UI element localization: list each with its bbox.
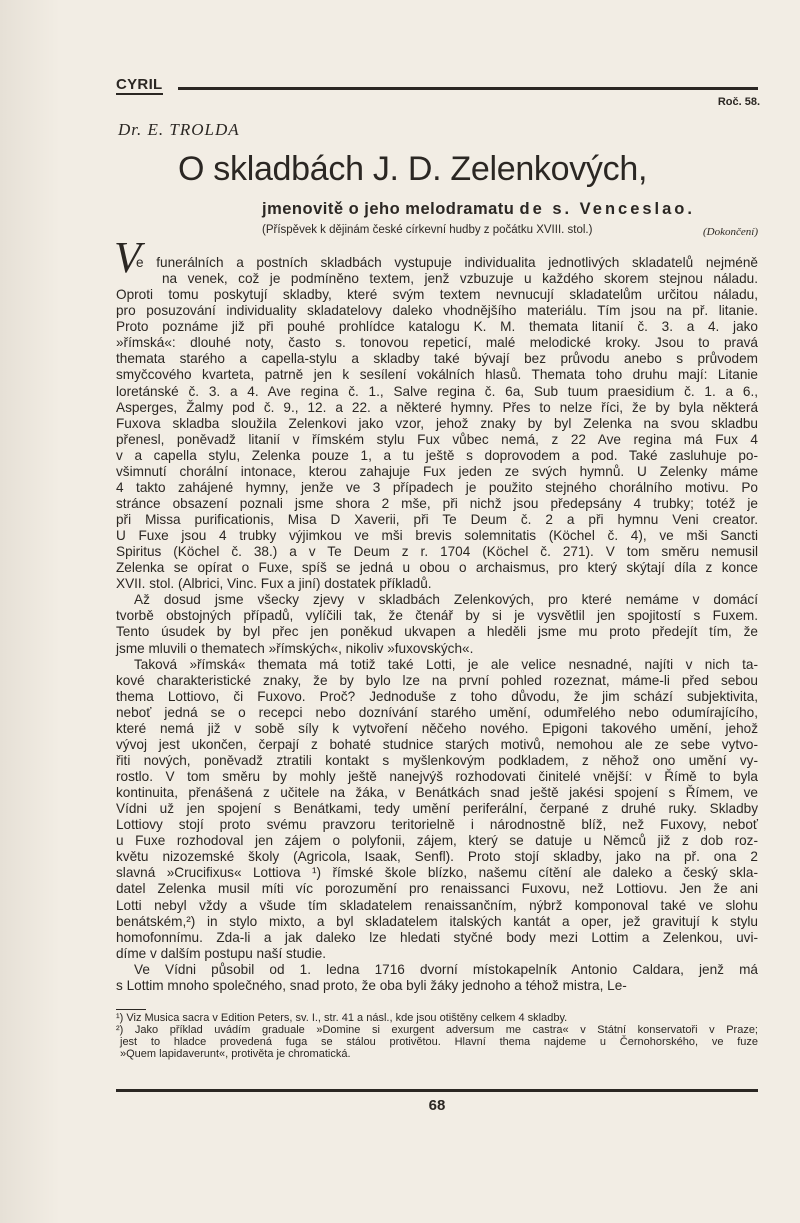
- text-line: tvorbě obstojných případů, vylíčili tak, že čtenář by si je vysvětlil jen spojitostí s Fuxem.: [116, 608, 758, 624]
- footnote-line: ¹) Viz Musica sacra v Edition Peters, sv. I., str. 41 a násl., kde jsou otištěny celkem 4 skladby.: [116, 1012, 568, 1024]
- text-line: themata starého a capella-stylu a skladby také bývají bez průvodu anebo s průvodem: [116, 351, 758, 367]
- text-line: rostlo. V tom směru by mohly ještě nanejvýš rozhodovati činitelé vnější: v Římě to byla: [116, 769, 758, 784]
- subtitle-work: de s. Venceslao.: [519, 200, 695, 218]
- text-line: pro posuzování individuality skladatelovy daleko vhodnějšího materiálu. Tím jsou na př. litanie.: [116, 303, 758, 319]
- journal-name: CYRIL: [116, 76, 163, 93]
- text-line: neboť jedná se o recepci nebo doznívání starého umění, odumřelého nebo odumírajícího,: [116, 704, 758, 720]
- text-line: e funerálních a postních skladbách vystupuje individualita jednotlivých skladatelů nejméně: [136, 255, 758, 270]
- page-number: 68: [428, 1097, 446, 1114]
- text-line: vývoj jest ukončen, čerpají z bohaté studnice starých motivů, nemohou ale ze sebe vytvo-: [116, 736, 758, 752]
- text-line: u Fuxe rozhodoval jen zájem o polyfonii, zájem, který se datuje u Němců již z dob roz-: [116, 833, 758, 849]
- text-line: XVII. stol. (Albrici, Vinc. Fux a jiní) dostatek příkladů.: [116, 576, 432, 592]
- text-line: kové charakteristické znaky, že by bylo lze na první pohled rozeznat, máme-li před sebou: [116, 672, 758, 688]
- text-line: 4 takto zahájené hymny, jenže ve 3 případech je použito stejného chorálního motivu. Po: [116, 479, 758, 495]
- text-line: Fuxova skladba sloužila Zelenkovi jako vzor, jehož znaky by byl Zelenka na svou skladbu: [116, 415, 758, 431]
- text-line: Oproti tomu poskytují skladby, které svým textem nevnucují skladatelům určitou náladu,: [116, 287, 758, 303]
- text-line: smyčcového kvarteta, patrně jen k sesílení vokálních hlasů. Themata toho druhu mají: Litanie: [116, 367, 758, 383]
- text-line: kontinuita, přenášená z učitele na žáka, v Benátkách snad ještě jakési spojení s Římem, ve: [116, 785, 758, 801]
- text-line: přenesl, poněvadž litanií v římském stylu Fux vůbec nemá, z 22 Ave regina má Fux 4: [116, 431, 758, 447]
- text-line: »římská«: dlouhé noty, často s. tonovou repeticí, malé melodické kroky. Jsou to pravá: [116, 335, 758, 351]
- footnote-rule: [116, 1009, 146, 1010]
- footnotes: [116, 1012, 758, 1060]
- volume-number: Roč. 58.: [717, 96, 760, 108]
- text-line: Tento úsudek by byl přec jen poněkud ukvapen a hleděli jsme mu proto předejít tím, že: [116, 624, 758, 640]
- text-line: květu nizozemské školy (Agricola, Isaak, Senfl). Proto stojí skladby, jako na př. ona 2: [116, 849, 758, 865]
- header-rule: [178, 87, 758, 90]
- footer-rule: [116, 1089, 758, 1092]
- text-line: U Fuxe jsou 4 trubky výjimkou ve mši brevis solemnitatis (Köchel č. 4), ve mši Sancti: [116, 528, 758, 544]
- text-line: homofonnímu. Zda-li a jak daleko lze hledati styčné body mezi Lottim a Zelenkou, uvi-: [116, 929, 758, 945]
- text-line: Taková »římská« themata má totiž také Lotti, je ale velice nesnadné, najíti v nich ta-: [134, 656, 758, 672]
- author: Dr. E. TROLDA: [118, 120, 240, 139]
- subtitle-part: jmenovitě o jeho melodramatu: [262, 200, 515, 218]
- text-line: díme v dalším postupu naší studie.: [116, 945, 327, 961]
- footnote-line: jest to hladce provedená fuga se stálou protivětou. Hlavní thema najdeme u Černohorského, ve fuze: [120, 1036, 758, 1048]
- article-subtitle: [262, 200, 695, 219]
- text-line: loretánské č. 3. a 4. Ave regina č. 1., Salve regina č. 6a, Sub tuum praesidium č. 1. a 6.,: [116, 383, 758, 399]
- continuation-label: (Dokončení): [703, 226, 758, 238]
- footnote-line: ²) Jako příklad uvádím graduale »Domine si exurgent adversum me castra« v Státní konservatoři v Praze;: [116, 1024, 758, 1036]
- text-line: Lottiovy stojí proto svému pravzoru teritorielně i národnostně blíž, než Fuxovy, neboť: [116, 817, 758, 833]
- drop-cap: V: [114, 233, 141, 282]
- footnote-line: »Quem lapidaverunt«, protivěta je chromatická.: [120, 1048, 351, 1060]
- text-line: při Missa purificationis, Misa D Xaverii, při Te Deum č. 2 a při hymnu Veni creator.: [116, 512, 758, 527]
- text-line: Spiritus (Köchel č. 38.) a v Te Deum z r. 1704 (Köchel č. 271). V tom směru nemusil: [116, 544, 758, 560]
- text-line: v a capella stylu, Zelenka pouze 1, a tu ještě s doprovodem a pod. Také zasluhuje po-: [116, 447, 758, 463]
- article-note: (Příspěvek k dějinám české církevní hudby z počátku XVIII. stol.): [262, 224, 593, 236]
- text-line: Proto poznáme již při pouhé prohlídce katalogu K. M. themata litanií č. 3. a 4. jako: [116, 319, 758, 335]
- text-line: Ve Vídni působil od 1. ledna 1716 dvorní místokapelník Antonio Caldara, jenž má: [134, 961, 758, 977]
- text-line: s Lottim mnoho společného, snad proto, že oba byli žáky jednoho a téhož mistra, Le-: [116, 977, 627, 993]
- text-line: řiti nových, poněvadž ztratili kontakt s myšlenkovým podkladem, z něhož ono umění vy-: [116, 752, 758, 768]
- text-line: na venek, což je podmíněno textem, jenž vzbuzuje u každého skorem stejnou náladu.: [162, 271, 758, 287]
- text-line: Lotti nebyl vždy a všude tím skladatelem renaissančním, nýbrž komponoval také ve slohu: [116, 897, 758, 913]
- article-title: O skladbách J. D. Zelenkových,: [178, 150, 648, 188]
- text-line: všimnutí chorální intonace, kterou zahajuje Fux jeden ze svých hymnů. U Zelenky máme: [116, 463, 758, 479]
- page-edge-shadow: [0, 0, 60, 1223]
- text-line: Až dosud jsme všecky zjevy v skladbách Zelenkových, pro které nemáme v domácí: [134, 592, 758, 608]
- article-body: [116, 255, 758, 994]
- text-line: stránce obsazení poznali jsme shora 2 mše, při nichž jsou předepsány 4 trubky; totéž je: [116, 495, 758, 511]
- text-line: jsme mluvili o thematech »římských«, nikoliv »fuxovských«.: [116, 640, 474, 656]
- text-line: Zelenka se opírat o Fuxe, spíš se jedná u obou o archaismus, pro který skýtají díla z konce: [116, 560, 758, 576]
- text-line: benátském,²) in stylo mixto, a byl skladatelem italských kantát a oper, jež gravitují k stylu: [116, 913, 758, 929]
- text-line: Asperges, Žalmy pod č. 9., 12. a 22. a některé hymny. Přes to nelze říci, že by byla některá: [116, 399, 758, 415]
- text-line: datel Zelenka musil míti víc porozumění pro renaissanci Fuxovu, než Lottiovu. Jen že ani: [116, 881, 758, 897]
- text-line: Vídni už jen spojení s Benátkami, tedy umění periferální, čerpané z druhé ruky. Skladby: [116, 801, 758, 817]
- text-line: slavná »Crucifixus« Lottiova ¹) římské škole blízko, našemu cítění ale daleko a český skla-: [116, 865, 758, 881]
- text-line: které nemá již v sobě síly k vytvoření něčeho nového. Epigoni takového umění, jehož: [116, 720, 758, 736]
- text-line: thema Lottiovo, či Fuxovo. Proč? Jednoduše z toho důvodu, že jim schází subjektivita,: [116, 688, 758, 704]
